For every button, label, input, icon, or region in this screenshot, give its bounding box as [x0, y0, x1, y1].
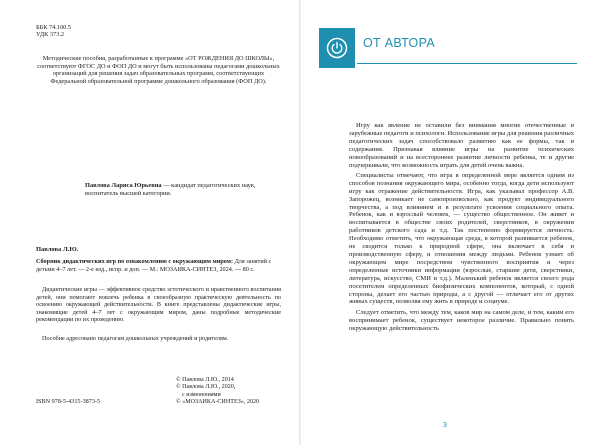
- udk-code: УДК 373.2: [36, 31, 65, 38]
- author-bio: [85, 182, 280, 198]
- paragraph: Специалисты отмечают, что игра в определенной мере является одним из способов познания окружающего мира, особенно тогда, когда дети используют игру как отражение действительности. Игра, как указывал профессор А.В. Запорожец, возникает не самопроизвольно, как продукт индивидуального творчества, а под влиянием и в результате усвоения социального опыта. Ребенок, как и взрослый человек, — существо общественное. Он живет и воспитывается в обществе своих родителей, сверстников, в окружении работников детского сада и т.д. Так постепенно формируется личность. Необходимо отметить, что окружающая среда, в которой развивается ребенок, не сводится только к природной сфере, она включает в себя и производственную сферу, и отношения между людьми. Ребенок узнает об окружающем мире посредством чувственного восприятия и через определенные источники информации (взрослые, старшие дети, сверстники, литература, искусство, СМИ и т.д.). Маленький ребенок является своего рода посетителем определенных биофизических компонентов, который, с одной стороны, делает его частью природы, а с другой — отличает его от других живых существ, позволяя ему жить в природе и социуме.: [349, 171, 574, 306]
- paragraph: Игру как явление не оставили без внимания многие отечественные и зарубежные педагоги и психологи. Использование игры для решения различных педагогических задач способствовало развитию как ее формы, так и содержания. Признавая влияние игры на развитие психических новообразований и на всестороннее развитие личности ребенка, те и другие подчеркивали, что возможность играть для детей очень важна.: [349, 122, 574, 169]
- copyright-line: © «МОЗАИКА-СИНТЕЗ», 2020: [176, 399, 260, 406]
- right-page: [301, 0, 600, 445]
- isbn: ISBN 978-5-4315-3873-5: [36, 398, 101, 405]
- bbk-code: ББК 74.100.5: [36, 24, 72, 31]
- author-bio-name: Павлова Лариса Юрьевна: [85, 182, 162, 189]
- author-bio-text: — кандидат педагогических наук, воспитатель высшей категории.: [85, 182, 256, 197]
- left-page: [0, 0, 299, 445]
- book-details: Для занятий с детьми 4–7 лет. — 2-е изд., испр. и доп. — М.: МОЗАИКА-СИНТЕЗ, 2024. — 80 с.: [36, 258, 272, 273]
- section-icon-box: [319, 28, 355, 68]
- body-text: [349, 122, 574, 335]
- copyright-block: [176, 377, 259, 407]
- paragraph: Следует отметить, что между тем, каков мир на самом деле, и тем, каким его воспринимает ребенок, существует некоторое различие. Правильно понять окружающую действительность: [349, 308, 574, 332]
- methodic-note: Методические пособия, разработанные к программе «ОТ РОЖДЕНИЯ ДО ШКОЛЫ», соответствуют ФГОС ДО и ФОП ДО и могут быть использованы педагогами дошкольных организаций для решения задач образовательных программ, соответствующих Федеральной образовательной программе дошкольного образования (ФОП ДО).: [37, 55, 280, 85]
- copyright-line: © Павлова Л.Ю., 2020,: [176, 384, 236, 391]
- copyright-line: © Павлова Л.Ю., 2014: [176, 377, 234, 383]
- audience-note: Пособие адресовано педагогам дошкольных учреждений и родителям.: [42, 335, 229, 342]
- power-icon: [326, 37, 348, 59]
- book-title: Сборник дидактических игр по ознакомлению с окружающим миром:: [36, 258, 234, 265]
- annotation: Дидактические игры — эффективное средство эстетического и нравственного воспитания детей, они помогают вовлечь ребенка в своеобразную практическую деятельность по освоению окружающей действительности. В книге представлены дидактические игры, знакомящие детей 4–7 лет с окружающим миром, даны подробные методические рекомендации по их проведению.: [36, 286, 281, 324]
- section-title: ОТ АВТОРА: [363, 36, 436, 50]
- title-rule: [357, 63, 577, 64]
- author-short-name: Павлова Л.Ю.: [36, 246, 79, 253]
- copyright-line: с изменениями: [182, 391, 221, 398]
- page-number: 3: [443, 422, 447, 429]
- bibliographic-record: [36, 258, 281, 273]
